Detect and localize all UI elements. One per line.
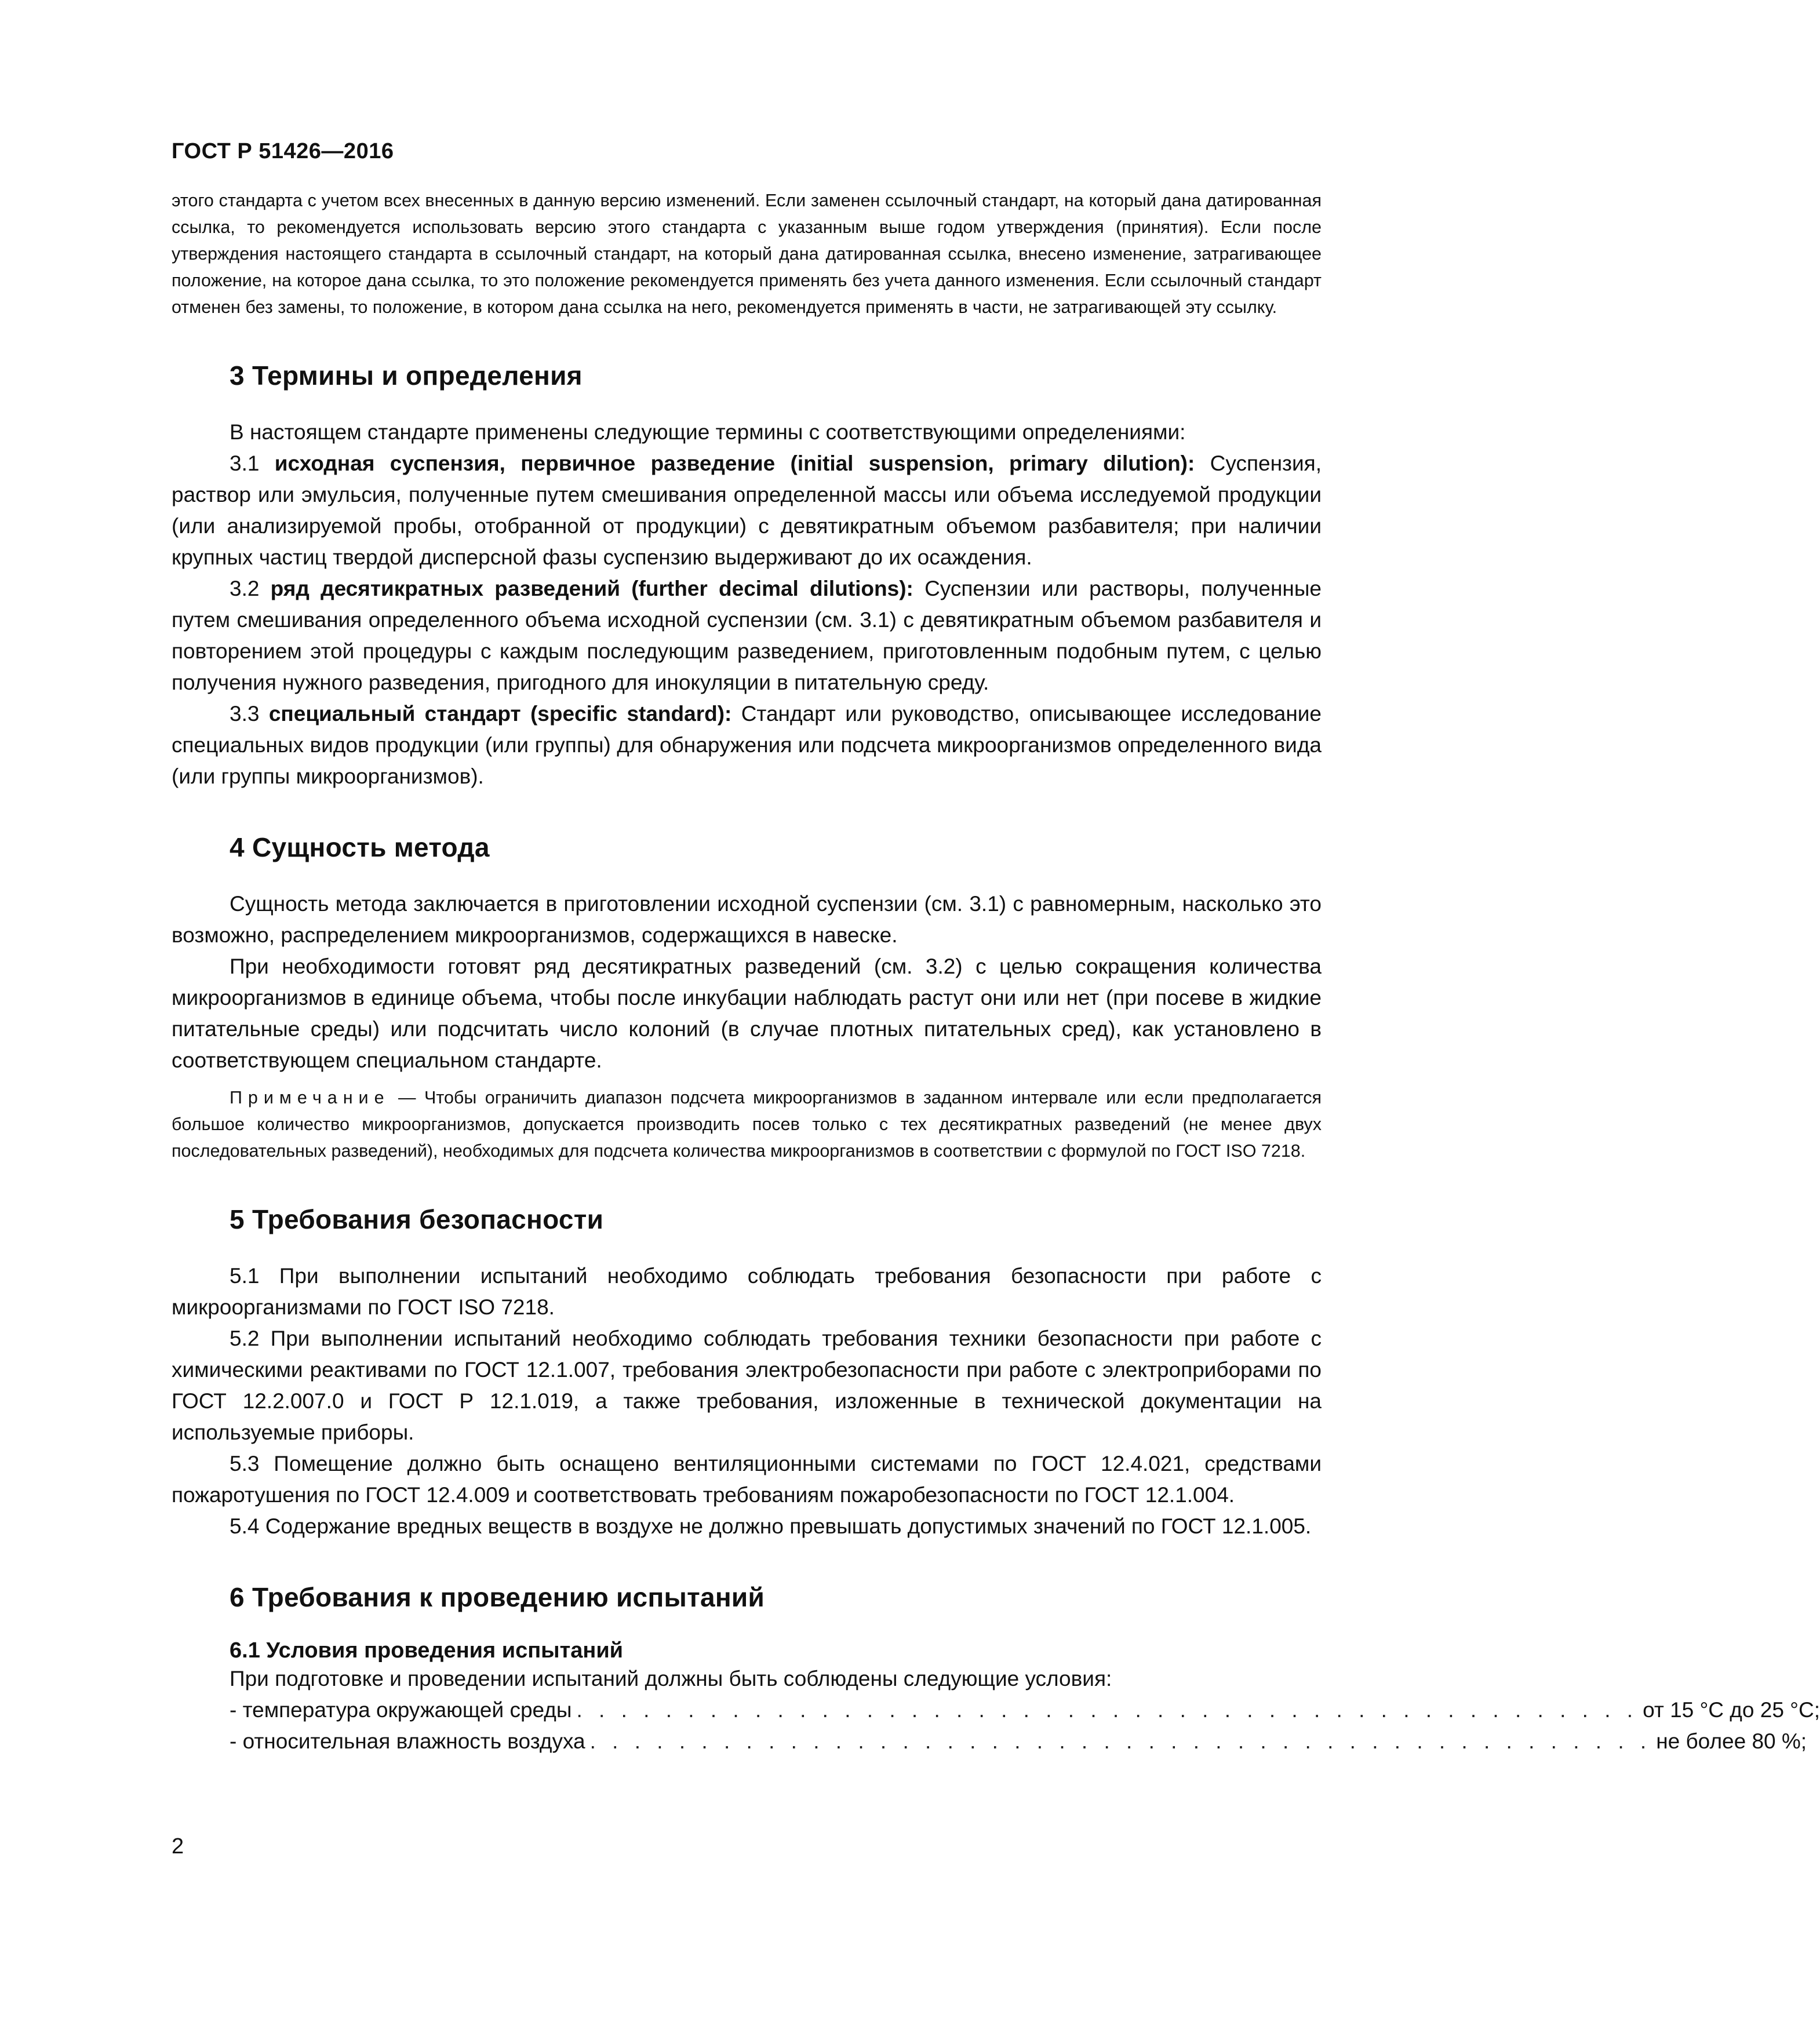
term-definition: Суспензии или растворы, полученные путем смешивания определенного объема исходной суспензии (см. 3.1) с девятикратным объемом разбавителя и повторением этой процедуры с каждым последующим разведением, приготовленным подобным путем, с целью получения нужного разведения, пригодного для инокуляции в питательную среду. bbox=[172, 577, 1322, 694]
section-4-note bbox=[172, 1084, 1322, 1164]
condition-label: - относительная влажность воздуха bbox=[230, 1729, 585, 1753]
note-text: — Чтобы ограничить диапазон подсчета микроорганизмов в заданном интервале или если предполагается большое количество микроорганизмов, допускается производить посев только с тех десятикратных разведений (не менее двух последовательных разведений), необходимых для подсчета количества микроорганизмов в соответствии с формулой по ГОСТ ISO 7218. bbox=[172, 1088, 1322, 1161]
section-4-paragraph: Сущность метода заключается в приготовлении исходной суспензии (см. 3.1) с равномерным, насколько это возможно, распределением микроорганизмов, содержащихся в навеске. bbox=[172, 892, 1322, 947]
intro-paragraph: этого стандарта с учетом всех внесенных в данную версию изменений. Если заменен ссылочный стандарт, на который дана датированная ссылка, то рекомендуется использовать версию этого стандарта с указанным выше годом утверждения (принятия). Если после утверждения настоящего стандарта в ссылочный стандарт, на который дана датированная ссылка, внесено изменение, затрагивающее положение, на которое дана ссылка, то это положение рекомендуется применять без учета данного изменения. Если ссылочный стандарт отменен без замены, то положение, в котором дана ссылка на него, рекомендуется применять в части, не затрагивающей эту ссылку. bbox=[172, 191, 1322, 317]
section-3-title: 3 Термины и определения bbox=[230, 360, 583, 391]
term-number: 3.1 bbox=[230, 451, 260, 475]
condition-value: от 15 °С до 25 °С; bbox=[1643, 1698, 1820, 1722]
term-definition: Стандарт или руководство, описывающее исследование специальных видов продукции (или группы) для обнаружения или подсчета микроорганизмов определенного вида (или группы микроорганизмов). bbox=[172, 702, 1322, 788]
term-number: 3.2 bbox=[230, 577, 260, 600]
term-3-2 bbox=[172, 573, 1322, 698]
note-label: Примечание bbox=[230, 1088, 390, 1107]
leader-dots: . . . . . . . . . . . . . . . . . . . . . . . . . . . . . . . . . . . . . . . . . . . . . . . . bbox=[576, 1698, 1639, 1722]
section-5-paragraph: 5.3 Помещение должно быть оснащено вентиляционными системами по ГОСТ 12.4.021, средствами пожаротушения по ГОСТ 12.4.009 и соответствовать требованиям пожаробезопасности по ГОСТ 12.1.004. bbox=[172, 1452, 1322, 1507]
condition-humidity bbox=[172, 1726, 1807, 1757]
page-number: 2 bbox=[172, 1834, 184, 1859]
section-5-paragraph: 5.1 При выполнении испытаний необходимо соблюдать требования безопасности при работе с микроорганизмами по ГОСТ ISO 7218. bbox=[172, 1264, 1322, 1319]
term-3-3 bbox=[172, 698, 1322, 792]
leader-dots: . . . . . . . . . . . . . . . . . . . . . . . . . . . . . . . . . . . . . . . . . . . . . . . . bbox=[589, 1729, 1652, 1753]
section-5-paragraph: 5.4 Содержание вредных веществ в воздухе не должно превышать допустимых значений по ГОСТ 12.1.005. bbox=[230, 1514, 1312, 1538]
document-page bbox=[172, 139, 1820, 1757]
condition-temperature bbox=[172, 1695, 1820, 1726]
section-4-paragraph: При необходимости готовят ряд десятикратных разведений (см. 3.2) с целью сокращения количества микроорганизмов в единице объема, чтобы после инкубации наблюдать растут они или нет (при посеве в жидкие питательные среды) или подсчитать число колоний (в случае плотных питательных сред), как установлено в соответствующем специальном стандарте. bbox=[172, 954, 1322, 1072]
section-6-lead: При подготовке и проведении испытаний должны быть соблюдены следующие условия: bbox=[230, 1667, 1112, 1690]
term-name: исходная суспензия, первичное разведение (initial suspension, primary dilution): bbox=[274, 451, 1195, 475]
section-6-title: 6 Требования к проведению испытаний bbox=[230, 1582, 765, 1612]
document-header: ГОСТ Р 51426—2016 bbox=[172, 139, 394, 163]
condition-value: не более 80 %; bbox=[1656, 1729, 1807, 1753]
term-name: специальный стандарт (specific standard): bbox=[268, 702, 732, 726]
subsection-6-1-title: 6.1 Условия проведения испытаний bbox=[230, 1638, 624, 1663]
section-4-title: 4 Сущность метода bbox=[230, 832, 490, 862]
section-5-title: 5 Требования безопасности bbox=[230, 1204, 604, 1234]
term-name: ряд десятикратных разведений (further decimal dilutions): bbox=[270, 577, 913, 600]
term-definition: Суспензия, раствор или эмульсия, полученные путем смешивания определенной массы или объема исследуемой продукции (или анализируемой пробы, отобранной от продукции) с девятикратным объемом разбавителя; при наличии крупных частиц твердой дисперсной фазы суспензию выдерживают до их осаждения. bbox=[172, 451, 1322, 569]
term-3-1 bbox=[172, 448, 1322, 573]
term-number: 3.3 bbox=[230, 702, 260, 726]
section-5-paragraph: 5.2 При выполнении испытаний необходимо соблюдать требования техники безопасности при работе с химическими реактивами по ГОСТ 12.1.007, требования электробезопасности при работе с электроприборами по ГОСТ 12.2.007.0 и ГОСТ Р 12.1.019, а также требования, изложенные в технической документации на используемые приборы. bbox=[172, 1327, 1322, 1444]
section-3-lead: В настоящем стандарте применены следующие термины с соответствующими определениями: bbox=[230, 420, 1186, 444]
condition-label: - температура окружающей среды bbox=[230, 1698, 572, 1722]
